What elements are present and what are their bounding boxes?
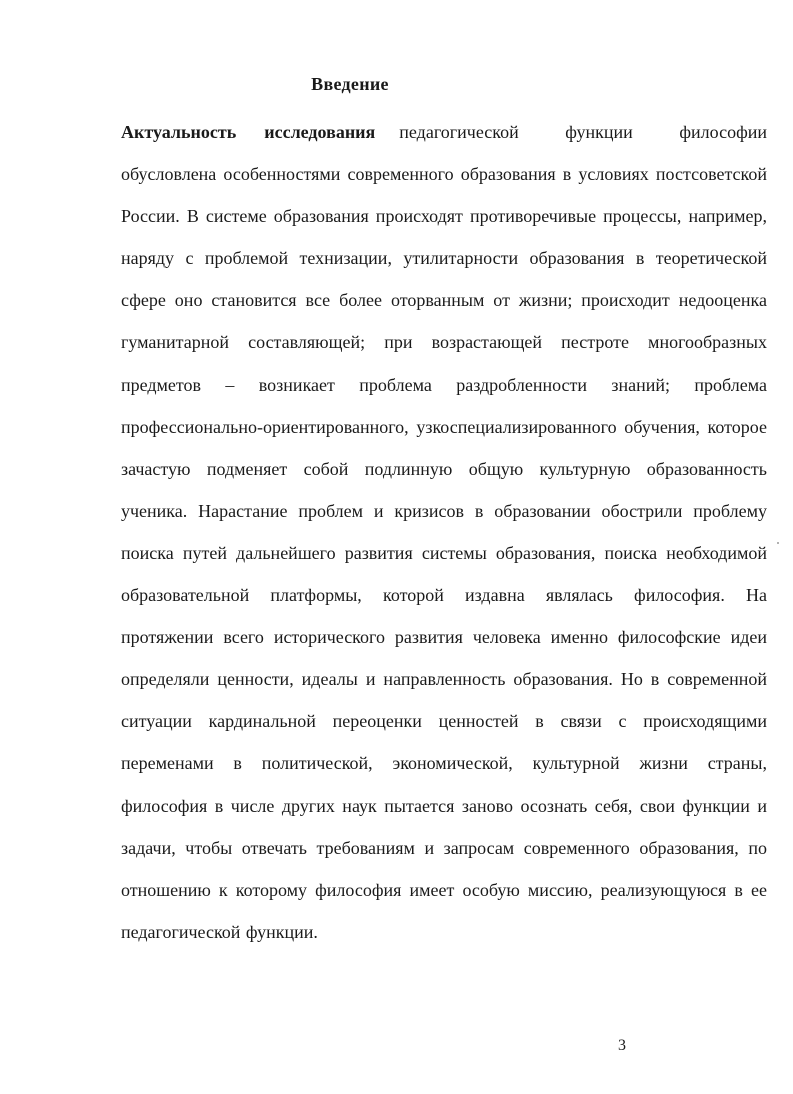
body-paragraph — [121, 111, 767, 953]
scan-speck — [777, 542, 779, 544]
section-heading: Введение — [311, 74, 389, 94]
lead-bold-word-1: Актуальность — [121, 122, 237, 142]
lead-bold-word-2: исследования — [264, 122, 376, 142]
paragraph-text: педагогической функции философии обусловлена особенностями современного образования в условиях постсоветской России. В системе образования происходят противоречивые процессы, например, наряду с проблемой технизации, утилитарности образования в теоретической сфере оно становится все более оторванным от жизни; происходит недооценка гуманитарной составляющей; при возрастающей пестроте многообразных предметов – возникает проблема раздробленности знаний; проблема профессионально-ориентированного, узкоспециализированного обучения, которое зачастую подменяет собой подлинную общую культурную образованность ученика. Нарастание проблем и кризисов в образовании обострили проблему поиска путей дальнейшего развития системы образования, поиска необходимой образовательной платформы, которой издавна являлась философия. На протяжении всего исторического развития человека именно философские идеи определяли ценности, идеалы и направленность образования. Но в современной ситуации кардинальной переоценки ценностей в связи с происходящими переменами в политической, экономической, культурной жизни страны, философия в числе других наук пытается заново осознать себя, свои функции и задачи, чтобы отвечать требованиям и запросам современного образования, по отношению к которому философия имеет особую миссию, реализующуюся в ее педагогической функции. — [121, 122, 767, 942]
page-number: 3 — [618, 1037, 626, 1054]
